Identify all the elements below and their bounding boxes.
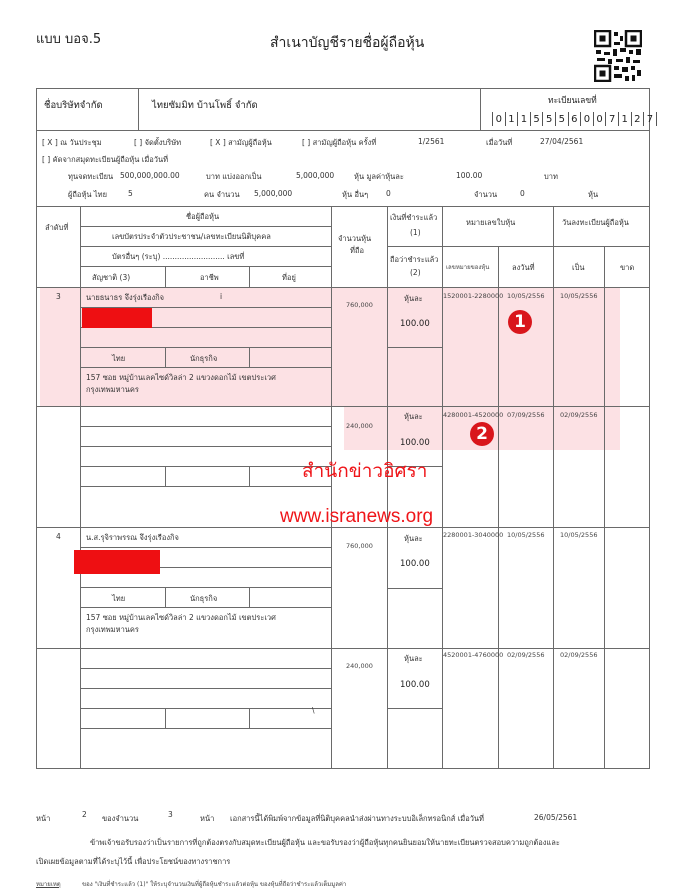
holder-address-2: กรุงเทพมหานคร [86,385,139,394]
row-seq: 3 [56,292,61,301]
entry-reg-date: 10/05/2556 [560,531,598,539]
option-meeting-number: [ ] สามัญผู้ถือหุ้น ครั้งที่ [302,138,377,147]
entry-paid: 100.00 [400,438,430,448]
entry-cert: 2280001-3040000 [443,531,504,539]
holder-address-1: 157 ซอย หมู่บ้านเลคไซด์วิลล่า 2 แขวงดอกไม้ เขตประเวศ [86,613,276,622]
meeting-number: 1/2561 [418,137,445,146]
entry-cert-date: 07/09/2556 [507,411,545,419]
holder-occupation: นักธุรกิจ [190,354,218,363]
header-cert-date: ลงวันที่ [512,263,535,272]
certify-line-2: เปิดเผยข้อมูลตามที่ได้ระบุไว้นี้ เพื่อประโยชน์ของทางราชการ [36,857,231,866]
par-value: 100.00 [456,171,483,180]
header-shares-held: จำนวนหุ้น [338,234,372,243]
thai-shares-label: คน จำนวน [204,190,240,199]
other-amount-label: จำนวน [474,190,498,199]
header-other-id: บัตรอื่นๆ (ระบุ) .......................... เลขที่ [112,252,245,261]
page-of-label: ของจำนวน [102,814,139,823]
company-name: ไทยซัมมิท บ้านโพธิ์ จำกัด [152,100,258,111]
watermark-url: www.isranews.org [280,506,434,527]
holder-nationality: ไทย [112,594,126,603]
header-paid-2: ถือว่าชำระแล้ว [390,255,439,264]
holder-name: น.ส.รุจิราพรรณ จึงรุ่งเรืองกิจ [86,533,179,542]
capital-unit: บาท แบ่งออกเป็น [206,172,262,181]
entry-per: หุ้นละ [404,654,423,663]
entry-cert-date: 02/09/2556 [507,651,545,659]
entry-reg-date: 02/09/2556 [560,651,598,659]
entry-cert-date: 10/05/2556 [507,292,545,300]
row-seq: 4 [56,532,61,541]
holder-nationality: ไทย [112,354,126,363]
registration-number: 0 1 1 5 5 5 6 0 0 7 1 2 7 [492,112,657,126]
header-cert-sub: เลขหมายของหุ้น [446,264,490,271]
remark-label: หมายเหตุ [36,881,61,888]
page-unit: หน้า [200,814,215,823]
entry-reg-date: 10/05/2556 [560,292,598,300]
header-paid-note: (1) [410,228,421,237]
entry-per: หุ้นละ [404,412,423,421]
header-id: เลขบัตรประจำตัวประชาชน/เลขทะเบียนนิติบุคคล [112,232,271,241]
page-total: 3 [168,810,173,819]
header-cert-no: หมายเลขใบหุ้น [466,218,516,227]
holder-address-2: กรุงเทพมหานคร [86,625,139,634]
entry-cert: 4520001-4760000 [443,651,504,659]
header-shares-held-2: ที่ถือ [350,246,364,255]
entry-shares: 760,000 [346,301,373,309]
company-label: ชื่อบริษัทจำกัด [44,100,103,111]
header-paid: เงินที่ชำระแล้ว [390,213,438,222]
header-become: เป็น [572,263,585,272]
entry-shares: 240,000 [346,662,373,670]
document-title: สำเนาบัญชีรายชื่อผู้ถือหุ้น [270,35,425,51]
page-number: 2 [82,810,87,819]
header-occupation: อาชีพ [200,273,219,282]
entry-cert: 4280001-4520000 [443,411,504,419]
entry-per: หุ้นละ [404,294,423,303]
option-ordinary-shareholders: [ X ] สามัญผู้ถือหุ้น [210,138,272,147]
annotation-circle-2: 2 [470,422,494,446]
redacted-id [74,550,160,574]
header-holder-name: ชื่อผู้ถือหุ้น [186,212,220,221]
meeting-date-label: เมื่อวันที่ [486,138,513,147]
entry-paid: 100.00 [400,680,430,690]
par-label: หุ้น มูลค่าหุ้นละ [354,172,404,181]
other-holders-count: 0 [386,189,391,198]
baht-unit: บาท [544,172,558,181]
slash-mark: \ [312,706,315,715]
meeting-date: 27/04/2561 [540,137,584,146]
thai-holders-label: ผู้ถือหุ้น ไทย [68,190,108,199]
capital-value: 500,000,000.00 [120,171,180,180]
document-date: 26/05/2561 [534,813,578,822]
other-amount: 0 [520,189,525,198]
other-holders-label: หุ้น อื่นๆ [342,190,369,199]
header-nationality: สัญชาติ (3) [92,273,131,282]
header-cease: ขาด [620,263,635,272]
entry-cert: 1520001-2280000 [443,292,504,300]
page-label: หน้า [36,814,51,823]
option-incorporation: [ ] จัดตั้งบริษัท [134,138,182,147]
holder-mark: i [220,292,223,301]
header-paid-2-note: (2) [410,268,421,277]
option-meeting-date: [ X ] ณ วันประชุม [42,138,102,147]
entry-shares: 760,000 [346,542,373,550]
holder-address-1: 157 ซอย หมู่บ้านเลคไซด์วิลล่า 2 แขวงดอกไม้ เขตประเวศ [86,373,276,382]
entry-per: หุ้นละ [404,534,423,543]
entry-cert-date: 10/05/2556 [507,531,545,539]
entry-paid: 100.00 [400,559,430,569]
form-code: แบบ บอจ.5 [36,32,102,47]
entry-reg-date: 02/09/2556 [560,411,598,419]
remark-text: ของ "เงินที่ชำระแล้ว (1)" ให้ระบุจำนวนเงินที่ผู้ถือหุ้นชำระแล้วต่อหุ้น ของหุ้นที่ถือว่าชำระแล้วเต็มมูลค่า [82,881,347,888]
document-note: เอกสารนี้ได้พิมพ์จากข้อมูลที่นิติบุคคลนำส่งผ่านทางระบบอิเล็กทรอนิกส์ เมื่อวันที่ [230,814,484,823]
entry-paid: 100.00 [400,319,430,329]
annotation-circle-1: 1 [508,310,532,334]
thai-holders-count: 5 [128,189,133,198]
thai-shares: 5,000,000 [254,189,293,198]
share-unit: หุ้น [588,190,599,199]
header-seq: ลำดับที่ [45,223,69,232]
holder-occupation: นักธุรกิจ [190,594,218,603]
redacted-id [82,308,152,328]
header-reg-date: วันลงทะเบียนผู้ถือหุ้น [562,218,629,227]
certify-line-1: ข้าพเจ้าขอรับรองว่าเป็นรายการที่ถูกต้องตรงกับสมุดทะเบียนผู้ถือหุ้น และขอรับรองว่าผู้ถือหุ้นทุกคนยินยอมให้นายทะเบียนตรวจสอบความถูกต้องและ [90,838,560,847]
registration-label: ทะเบียนเลขที่ [548,96,597,106]
qr-code-icon [594,30,642,82]
header-address: ที่อยู่ [282,273,296,282]
option-from-register: [ ] คัดจากสมุดทะเบียนผู้ถือหุ้น เมื่อวันที่ [42,155,169,164]
capital-label: ทุนจดทะเบียน [68,172,114,181]
total-shares: 5,000,000 [296,171,335,180]
entry-shares: 240,000 [346,422,373,430]
watermark-thai: สำนักข่าวอิศรา [302,460,428,482]
holder-name: นายธนาธร จึงรุ่งเรืองกิจ [86,293,165,302]
